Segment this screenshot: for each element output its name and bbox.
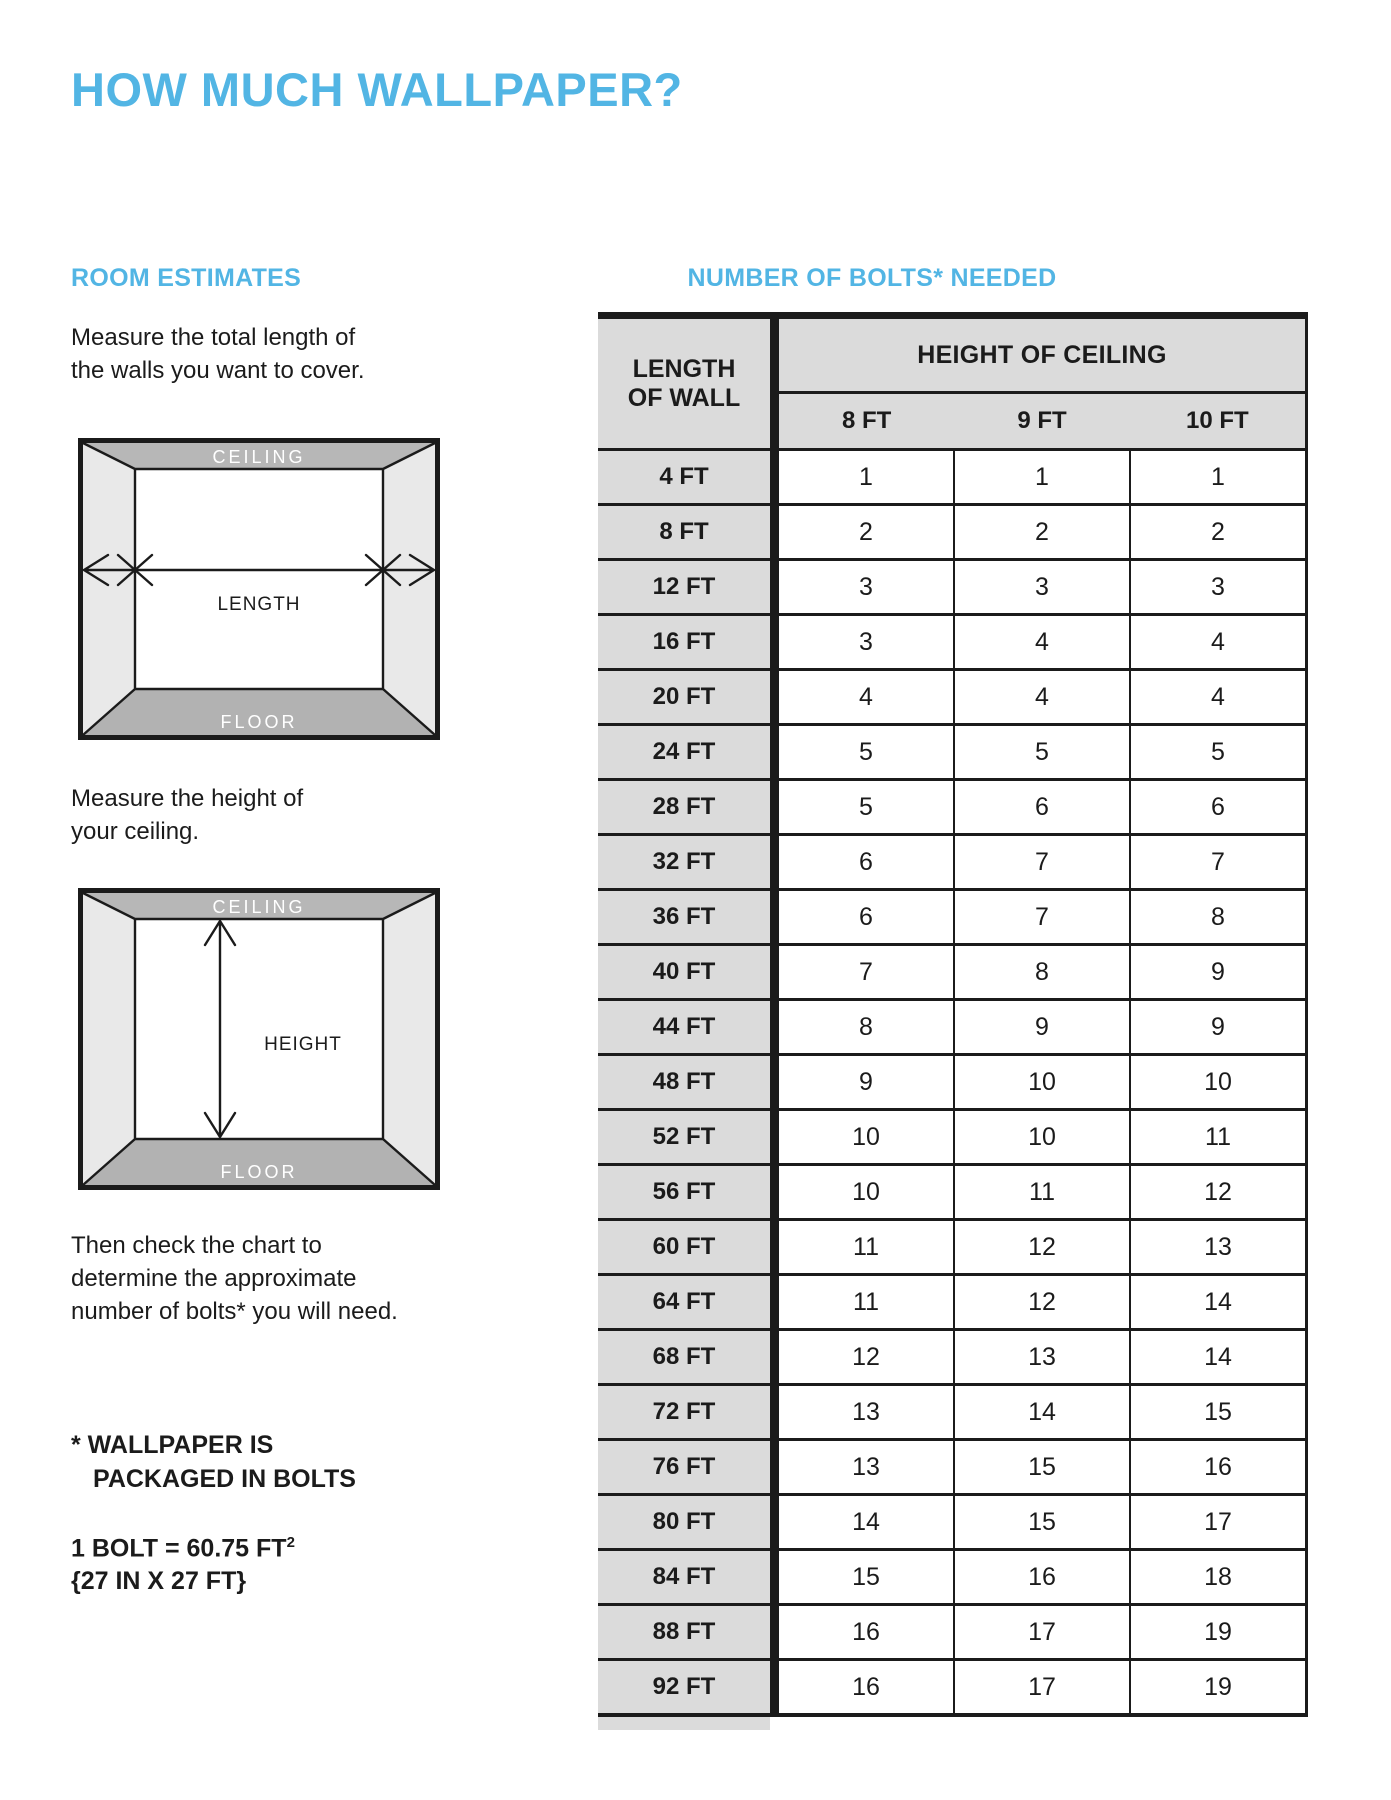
wall-length-cell: 12 FT: [598, 561, 770, 613]
wall-length-cell: 8 FT: [598, 506, 770, 558]
bolt-count-cell: 17: [953, 1606, 1129, 1658]
table-row: [598, 1276, 1305, 1331]
bolt-footnote: [71, 1428, 356, 1496]
bolt-count-cell: 3: [953, 561, 1129, 613]
wall-length-cell: 56 FT: [598, 1166, 770, 1218]
table-row: [598, 671, 1305, 726]
ceiling-label: CEILING: [212, 897, 306, 917]
table-vertical-divider: [770, 506, 779, 558]
table-row: [598, 1111, 1305, 1166]
bolt-spec: [71, 1526, 295, 1598]
height-dimension-label: HEIGHT: [264, 1034, 342, 1055]
wall-length-cell: 44 FT: [598, 1001, 770, 1053]
page-title: HOW MUCH WALLPAPER?: [71, 63, 683, 116]
bolt-count-cell: 13: [953, 1331, 1129, 1383]
bolt-count-cell: 17: [953, 1661, 1129, 1713]
table-vertical-divider: [770, 1441, 779, 1493]
table-vertical-divider: [770, 1221, 779, 1273]
step3-line3: number of bolts* you will need.: [71, 1298, 398, 1325]
bolt-count-cell: 15: [779, 1551, 953, 1603]
table-row: [598, 1551, 1305, 1606]
bolt-count-cell: 14: [1129, 1276, 1305, 1328]
ceiling-height-col-header: 9 FT: [1017, 407, 1067, 434]
wall-length-cell: 84 FT: [598, 1551, 770, 1603]
length-dimension-label: LENGTH: [217, 594, 301, 615]
bolt-count-cell: 8: [779, 1001, 953, 1053]
wall-length-cell: 72 FT: [598, 1386, 770, 1438]
bolt-spec-line1: [71, 1526, 295, 1565]
table-row: [598, 1441, 1305, 1496]
bolt-count-cell: 11: [1129, 1111, 1305, 1163]
bolt-count-cell: 4: [953, 671, 1129, 723]
bolt-count-cell: 7: [1129, 836, 1305, 888]
bolt-count-cell: 8: [1129, 891, 1305, 943]
bolt-count-cell: 7: [953, 836, 1129, 888]
table-row: [598, 726, 1305, 781]
bolt-count-cell: 4: [953, 616, 1129, 668]
bolt-count-cell: 12: [1129, 1166, 1305, 1218]
bolt-count-cell: 17: [1129, 1496, 1305, 1548]
bolt-count-cell: 15: [953, 1496, 1129, 1548]
bolt-count-cell: 19: [1129, 1606, 1305, 1658]
bolt-count-cell: 3: [779, 616, 953, 668]
table-vertical-divider: [770, 671, 779, 723]
ceiling-height-col-header: 10 FT: [1185, 407, 1249, 434]
table-vertical-divider: [770, 1111, 779, 1163]
bolt-count-cell: 10: [953, 1111, 1129, 1163]
table-vertical-divider: [770, 561, 779, 613]
bolt-count-cell: 1: [779, 451, 953, 503]
table-row: [598, 1166, 1305, 1221]
step3-instruction: [71, 1229, 398, 1328]
table-row: [598, 1661, 1305, 1713]
table-row: [598, 451, 1305, 506]
bolt-spec-superscript: 2: [286, 1534, 295, 1551]
wall-length-cell: 20 FT: [598, 671, 770, 723]
step2-line1: Measure the height of: [71, 785, 304, 812]
bolt-count-cell: 9: [779, 1056, 953, 1108]
ceiling-label: CEILING: [212, 447, 306, 467]
bolt-count-cell: 1: [953, 451, 1129, 503]
bolt-count-cell: 6: [779, 891, 953, 943]
bolt-count-cell: 16: [953, 1551, 1129, 1603]
bolt-count-cell: 6: [779, 836, 953, 888]
bolt-count-cell: 9: [1129, 946, 1305, 998]
table-row: [598, 561, 1305, 616]
wall-length-cell: 88 FT: [598, 1606, 770, 1658]
bolt-count-cell: 5: [1129, 726, 1305, 778]
bolt-spec-line2: {27 IN X 27 FT}: [71, 1567, 247, 1596]
step1-instruction: [71, 321, 364, 387]
step1-line2: the walls you want to cover.: [71, 357, 365, 384]
table-vertical-divider: [770, 1056, 779, 1108]
table-vertical-divider: [770, 726, 779, 778]
bolt-spec-base: 1 BOLT = 60.75 FT: [71, 1534, 287, 1563]
table-row: [598, 946, 1305, 1001]
step2-instruction: [71, 782, 303, 848]
step3-line1: Then check the chart to: [71, 1232, 322, 1259]
bolt-count-cell: 15: [1129, 1386, 1305, 1438]
bolt-count-cell: 5: [779, 781, 953, 833]
bolt-count-cell: 10: [779, 1166, 953, 1218]
table-top-border: [598, 312, 1305, 319]
bolt-count-cell: 7: [953, 891, 1129, 943]
bolt-count-cell: 5: [953, 726, 1129, 778]
wall-length-cell: 24 FT: [598, 726, 770, 778]
wall-length-cell: 48 FT: [598, 1056, 770, 1108]
bolt-count-cell: 10: [1129, 1056, 1305, 1108]
bolt-count-cell: 6: [1129, 781, 1305, 833]
right-wall-surface: [383, 443, 435, 735]
length-of-wall-header: [598, 319, 770, 448]
wall-length-cell: 68 FT: [598, 1331, 770, 1383]
table-row: [598, 1221, 1305, 1276]
bolt-count-cell: 2: [779, 506, 953, 558]
bolt-count-cell: 12: [953, 1221, 1129, 1273]
table-row: [598, 1001, 1305, 1056]
bolt-count-cell: 11: [779, 1221, 953, 1273]
table-vertical-divider: [770, 891, 779, 943]
wall-length-cell: 76 FT: [598, 1441, 770, 1493]
table-row: [598, 1606, 1305, 1661]
bolt-count-cell: 18: [1129, 1551, 1305, 1603]
bolt-count-cell: 9: [953, 1001, 1129, 1053]
bolt-count-cell: 6: [953, 781, 1129, 833]
left-wall-surface: [83, 893, 135, 1185]
table-vertical-divider: [770, 1496, 779, 1548]
height-of-ceiling-header: HEIGHT OF CEILING: [779, 319, 1305, 391]
bolt-count-cell: 1: [1129, 451, 1305, 503]
bolt-count-cell: 7: [779, 946, 953, 998]
bolt-count-cell: 14: [953, 1386, 1129, 1438]
table-vertical-divider: [770, 1166, 779, 1218]
bolts-table: [598, 312, 1308, 1717]
cutoff-row-stub: [598, 1717, 770, 1730]
bolt-count-cell: 8: [953, 946, 1129, 998]
table-row: [598, 836, 1305, 891]
wall-length-cell: 92 FT: [598, 1661, 770, 1713]
table-row: [598, 616, 1305, 671]
bolt-count-cell: 2: [1129, 506, 1305, 558]
step3-line2: determine the approximate: [71, 1265, 357, 1292]
table-vertical-divider: [770, 1386, 779, 1438]
length-of-wall-line2: OF WALL: [627, 383, 741, 412]
length-of-wall-line1: LENGTH: [632, 354, 736, 383]
table-row: [598, 506, 1305, 561]
bolt-count-cell: 12: [779, 1331, 953, 1383]
table-vertical-divider: [770, 1331, 779, 1383]
bolt-count-cell: 3: [1129, 561, 1305, 613]
bolt-count-cell: 13: [779, 1386, 953, 1438]
bolt-count-cell: 4: [1129, 671, 1305, 723]
bolt-count-cell: 14: [779, 1496, 953, 1548]
bolt-count-cell: 2: [953, 506, 1129, 558]
bolt-count-cell: 11: [779, 1276, 953, 1328]
table-vertical-divider: [770, 1661, 779, 1713]
table-row: [598, 1496, 1305, 1551]
room-estimates-heading: ROOM ESTIMATES: [71, 264, 302, 292]
bolt-count-cell: 11: [953, 1166, 1129, 1218]
table-row: [598, 891, 1305, 946]
bolts-table-body: [598, 451, 1305, 1713]
room-height-diagram: [78, 888, 440, 1190]
wall-length-cell: 64 FT: [598, 1276, 770, 1328]
bolt-count-cell: 4: [1129, 616, 1305, 668]
wall-length-cell: 60 FT: [598, 1221, 770, 1273]
floor-label: FLOOR: [220, 1162, 298, 1182]
table-vertical-divider: [770, 1606, 779, 1658]
bolt-count-cell: 10: [779, 1111, 953, 1163]
table-vertical-divider: [770, 451, 779, 503]
wall-length-cell: 32 FT: [598, 836, 770, 888]
left-wall-surface: [83, 443, 135, 735]
bolt-count-cell: 5: [779, 726, 953, 778]
floor-label: FLOOR: [220, 712, 298, 732]
wall-length-cell: 4 FT: [598, 451, 770, 503]
wall-length-cell: 52 FT: [598, 1111, 770, 1163]
table-row: [598, 781, 1305, 836]
table-vertical-divider: [770, 1551, 779, 1603]
table-row: [598, 1386, 1305, 1441]
bolt-count-cell: 16: [779, 1661, 953, 1713]
bolt-count-cell: 10: [953, 1056, 1129, 1108]
table-vertical-divider: [770, 616, 779, 668]
bolt-count-cell: 15: [953, 1441, 1129, 1493]
table-vertical-divider: [770, 1001, 779, 1053]
footnote-line1: * WALLPAPER IS: [71, 1431, 274, 1459]
bolt-count-cell: 13: [1129, 1221, 1305, 1273]
table-header: [598, 319, 1305, 448]
wall-length-cell: 40 FT: [598, 946, 770, 998]
room-length-diagram: [78, 438, 440, 740]
bolt-count-cell: 4: [779, 671, 953, 723]
bolt-count-cell: 19: [1129, 1661, 1305, 1713]
wall-length-cell: 36 FT: [598, 891, 770, 943]
bolt-count-cell: 13: [779, 1441, 953, 1493]
step1-line1: Measure the total length of: [71, 324, 356, 351]
bolt-count-cell: 9: [1129, 1001, 1305, 1053]
table-vertical-divider: [770, 1276, 779, 1328]
footnote-line2: PACKAGED IN BOLTS: [93, 1465, 356, 1493]
bolt-count-cell: 16: [1129, 1441, 1305, 1493]
table-row: [598, 1056, 1305, 1111]
bolt-count-cell: 3: [779, 561, 953, 613]
bolts-needed-heading: NUMBER OF BOLTS* NEEDED: [687, 264, 1057, 292]
wall-length-cell: 28 FT: [598, 781, 770, 833]
table-vertical-divider: [770, 836, 779, 888]
right-wall-surface: [383, 893, 435, 1185]
bolt-count-cell: 16: [779, 1606, 953, 1658]
ceiling-height-col-header: 8 FT: [841, 407, 892, 434]
table-vertical-divider: [770, 946, 779, 998]
table-vertical-divider: [770, 319, 779, 448]
table-row: [598, 1331, 1305, 1386]
ceiling-header-group: [779, 319, 1305, 448]
ceiling-heights-row: [779, 394, 1305, 448]
step2-line2: your ceiling.: [71, 818, 200, 845]
bolt-count-cell: 12: [953, 1276, 1129, 1328]
bolt-count-cell: 14: [1129, 1331, 1305, 1383]
wall-length-cell: 80 FT: [598, 1496, 770, 1548]
table-vertical-divider: [770, 781, 779, 833]
wall-length-cell: 16 FT: [598, 616, 770, 668]
